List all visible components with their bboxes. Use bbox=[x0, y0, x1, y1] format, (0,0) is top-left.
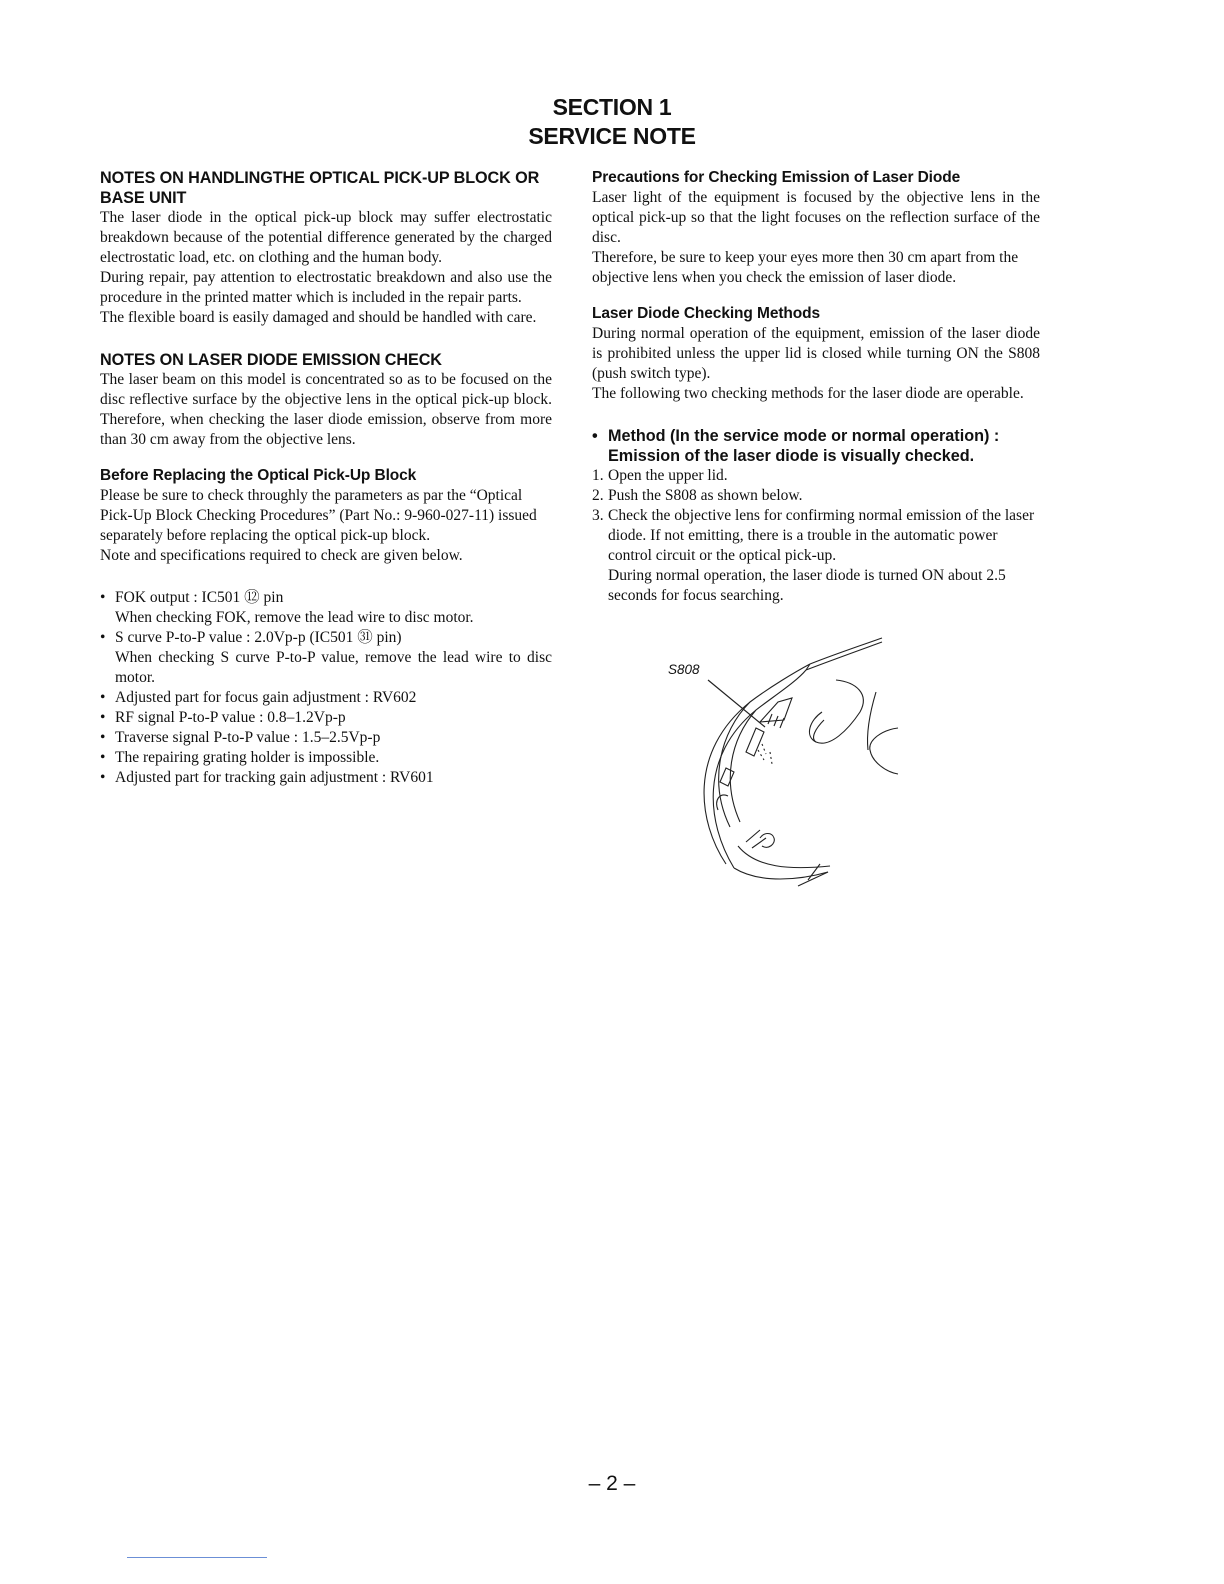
heading-before-replacing: Before Replacing the Optical Pick-Up Block bbox=[100, 467, 417, 484]
list-item: • RF signal P-to-P value : 0.8–1.2Vp-p bbox=[100, 708, 552, 728]
handling-paragraph-1: The laser diode in the optical pick-up block may suffer electrostatic breakdown because of the potential difference generated by the charged electrostatic load, etc. on clothing and the human body. bbox=[100, 209, 552, 266]
list-item: 3. Check the objective lens for confirming normal emission of the laser diode. If not emitting, there is a trouble in the automatic power control circuit or the optical pick-up. During normal operation, the laser diode is turned ON about 2.5 seconds for focus searching. bbox=[592, 507, 1035, 604]
spec-list bbox=[100, 588, 552, 788]
heading-handling-pickup: NOTES ON HANDLINGTHE OPTICAL PICK-UP BLOCK OR BASE UNIT bbox=[100, 169, 540, 207]
page-title: SERVICE NOTE bbox=[528, 123, 696, 149]
handling-paragraph-3: The flexible board is easily damaged and should be handled with care. bbox=[100, 309, 537, 326]
method-heading: • Method (In the service mode or normal operation) : Emission of the laser diode is visually checked. bbox=[592, 426, 1040, 466]
page-number: – 2 – bbox=[588, 1472, 636, 1495]
s808-switch-figure bbox=[660, 632, 900, 888]
checking-methods-paragraph-2: The following two checking methods for the laser diode are operable. bbox=[592, 385, 1024, 402]
left-column bbox=[100, 168, 552, 788]
bottom-rule bbox=[127, 1557, 267, 1558]
list-item: • S curve P-to-P value : 2.0Vp-p (IC501 ㉛ pin) When checking S curve P-to-P value, remove the lead wire to disc motor. bbox=[100, 628, 552, 688]
list-item: • Adjusted part for focus gain adjustment : RV602 bbox=[100, 688, 552, 708]
list-item: • The repairing grating holder is impossible. bbox=[100, 748, 552, 768]
list-item: • FOK output : IC501 ⑫ pin When checking FOK, remove the lead wire to disc motor. bbox=[100, 588, 552, 628]
list-item: 1. Open the upper lid. bbox=[592, 467, 728, 484]
section-number: SECTION 1 bbox=[552, 94, 672, 120]
checking-methods-paragraph-1: During normal operation of the equipment, emission of the laser diode is prohibited unless the upper lid is closed while turning ON the S808 (push switch type). bbox=[592, 325, 1040, 382]
heading-checking-methods: Laser Diode Checking Methods bbox=[592, 305, 821, 322]
before-replacing-paragraph-1: Please be sure to check throughly the parameters as par the “Optical Pick-Up Block Checking Procedures” (Part No.: 9-960-027-11) issued separately before replacing the optical pick-up block. bbox=[100, 487, 537, 544]
handling-paragraph-2: During repair, pay attention to electrostatic breakdown and also use the procedure in the printed matter which is included in the repair parts. bbox=[100, 269, 552, 306]
heading-precautions: Precautions for Checking Emission of Laser Diode bbox=[592, 169, 961, 186]
method-steps bbox=[592, 466, 1040, 606]
before-replacing-paragraph-2: Note and specifications required to check are given below. bbox=[100, 547, 463, 564]
heading-laser-emission-check: NOTES ON LASER DIODE EMISSION CHECK bbox=[100, 351, 442, 369]
list-item: 2. Push the S808 as shown below. bbox=[592, 487, 803, 504]
precautions-paragraph-2: Therefore, be sure to keep your eyes more then 30 cm apart from the objective lens when you check the emission of laser diode. bbox=[592, 249, 1019, 286]
figure-label-s808: S808 bbox=[668, 662, 700, 677]
precautions-paragraph-1: Laser light of the equipment is focused by the objective lens in the optical pick-up so that the light focuses on the reflection surface of the disc. bbox=[592, 189, 1040, 246]
right-column bbox=[592, 168, 1040, 606]
list-item: • Adjusted part for tracking gain adjustment : RV601 bbox=[100, 768, 552, 788]
list-item: • Traverse signal P-to-P value : 1.5–2.5Vp-p bbox=[100, 728, 552, 748]
laser-emission-paragraph: The laser beam on this model is concentrated so as to be focused on the disc reflective surface by the objective lens in the optical pick-up block. Therefore, when checking the laser diode emission, observe from more than 30 cm away from the objective lens. bbox=[100, 371, 552, 448]
